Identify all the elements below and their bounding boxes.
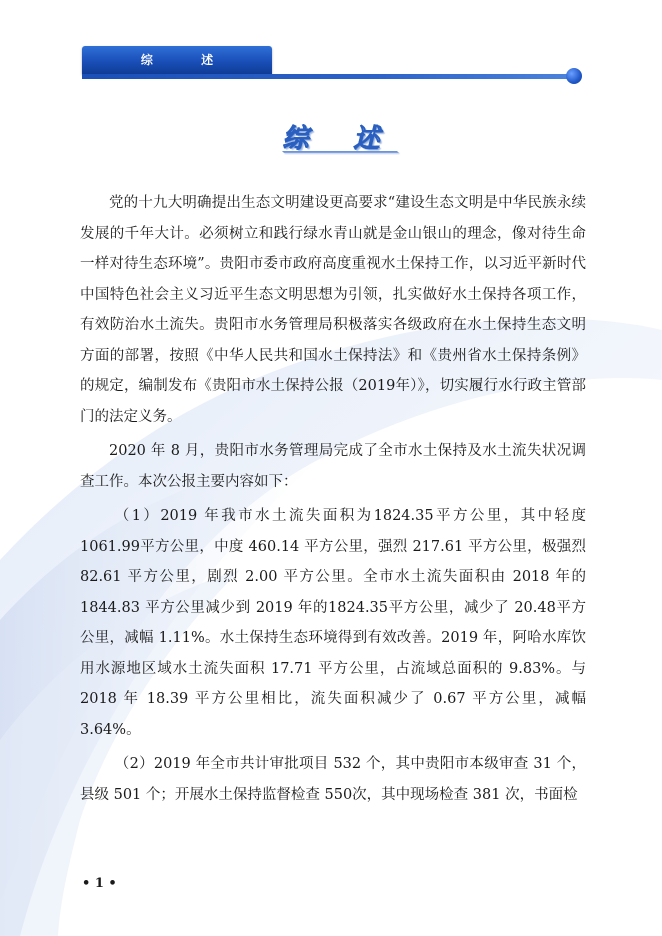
section-tab	[82, 46, 272, 74]
section-tab-label: 综 述	[140, 53, 236, 67]
paragraph-item-2: （2）2019 年全市共计审批项目 532 个，其中贵阳市本级审查 31 个，县级 501 个；开展水土保持监督检查 550次，其中现场检查 381 次，书面检	[80, 756, 586, 803]
page-title: 综 述	[282, 124, 398, 154]
paragraph-intro: 党的十九大明确提出生态文明建设更高要求“建设生态文明是中华民族永续发展的千年大计。必须树立和践行绿水青山就是金山银山的理念，像对待生命一样对待生态环境”。贵阳市委市政府高度重视水土保持工作，以习近平新时代中国特色社会主义习近平生态文明思想为引领，扎实做好水土保持各项工作，有效防治水土流失。贵阳市水务管理局积极落实各级政府在水土保持生态文明方面的部署，按照《中华人民共和国水土保持法》和《贵州省水土保持条例》的规定，编制发布《贵阳市水土保持公报（2019年）》，切实履行水行政主管部门的法定义务。	[80, 195, 586, 425]
header-rule	[82, 74, 572, 79]
body-text	[80, 188, 586, 814]
header-dot	[566, 68, 582, 84]
paragraph-survey: 2020 年 8 月，贵阳市水务管理局完成了全市水土保持及水土流失状况调查工作。本次公报主要内容如下：	[80, 443, 586, 490]
page-number: • 1 •	[82, 876, 117, 891]
paragraph-item-1: （1）2019 年我市水土流失面积为1824.35平方公里，其中轻度1061.99平方公里，中度 460.14 平方公里，强烈 217.61 平方公里，极强烈 82.61 平方公里，剧烈 2.00 平方公里。全市水土流失面积由 2018 年的 1844.83 平方公里减少到 2019 年的1824.35平方公里，减少了 20.48平方公里，减幅 1.11%。水土保持生态环境得到有效改善。2019 年，阿哈水库饮用水源地区域水土流失面积 17.71 平方公里，占流域总面积的 9.83%。与 2018 年 18.39 平方公里相比，流失面积减少了 0.67 平方公里，减幅 3.64%。	[80, 508, 586, 738]
